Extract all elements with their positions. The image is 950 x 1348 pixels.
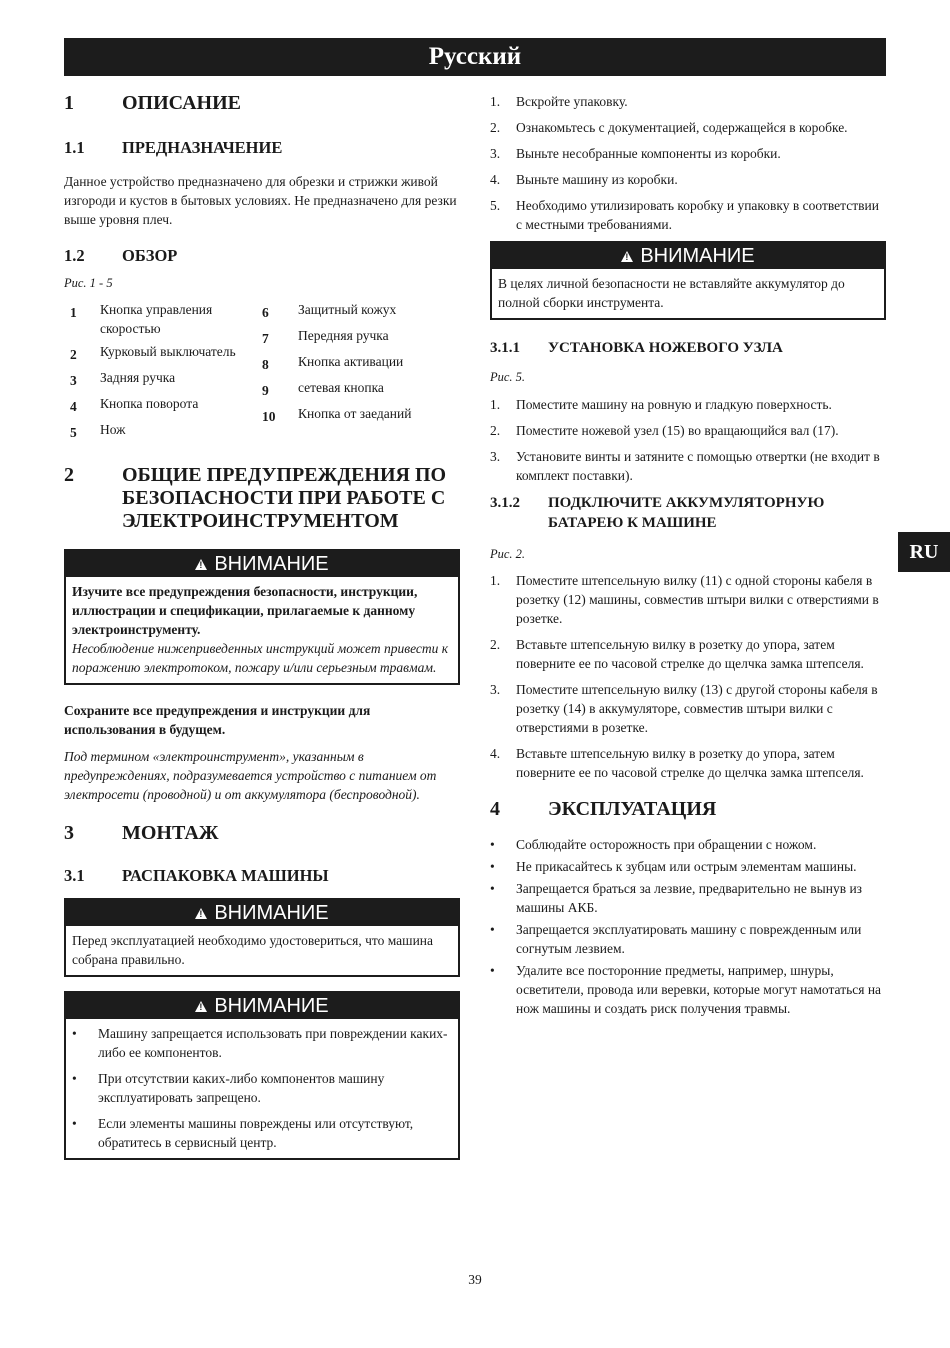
overview-column-right: [262, 300, 460, 446]
overview-list: [64, 300, 460, 446]
warning-icon: [195, 559, 207, 570]
warning-box: [490, 241, 886, 320]
warning-header: [66, 551, 458, 577]
overview-item: 2 Курковый выключатель: [70, 344, 236, 362]
right-column: [490, 92, 886, 1021]
warning-box: [64, 991, 460, 1160]
save-instructions-text: Сохраните все предупреждения и инструкции для использования в будущем.: [64, 703, 371, 737]
overview-item: 8 Кнопка активации: [262, 354, 404, 372]
section-3-1-2-heading: [490, 493, 886, 533]
purpose-text: Данное устройство предназначено для обрезки и стрижки живой изгороди и кустов в бытовых условиях. Не предназначено для резки выше уровня плеч.: [64, 174, 457, 227]
figure-reference: Рис. 5.: [490, 370, 526, 384]
operation-bullet-list: [490, 835, 886, 1018]
list-item: 4. Выньте машину из коробки.: [490, 172, 678, 187]
overview-item: 5 Нож: [70, 422, 126, 440]
warning-bullet-list: [72, 1024, 452, 1152]
list-item: 1. Вскройте упаковку.: [490, 94, 628, 109]
warning-title: ВНИМАНИЕ: [214, 902, 329, 924]
list-item: • Если элементы машины повреждены или отсутствуют, обратитесь в сервисный центр.: [72, 1116, 414, 1150]
overview-item: 3 Задняя ручка: [70, 370, 176, 388]
language-side-tab: RU: [898, 532, 950, 572]
warning-title: ВНИМАНИЕ: [214, 995, 329, 1017]
list-item: 3. Установите винты и затяните с помощью отвертки (не входит в комплект поставки).: [490, 449, 880, 483]
section-number: 2: [64, 464, 74, 486]
section-title: ОПИСАНИЕ: [122, 92, 242, 114]
overview-item: 1 Кнопка управления скоростью: [70, 302, 213, 336]
warning-italic-text: Несоблюдение нижеприведенных инструкций может привести к поражению электротоком, пожару и/или серьезным травмам.: [72, 641, 449, 675]
unpack-steps-list: [490, 92, 886, 234]
section-2-heading: [64, 464, 460, 533]
section-3-1-1-heading: [490, 338, 886, 358]
warning-icon: [195, 908, 207, 919]
section-title: ПРЕДНАЗНАЧЕНИЕ: [122, 138, 283, 157]
section-1-heading: [64, 92, 460, 115]
section-number: 3.1.1: [490, 340, 520, 356]
list-item: • Запрещается браться за лезвие, предварительно не вынув из машины АКБ.: [490, 881, 862, 915]
section-number: 3.1.2: [490, 495, 520, 511]
overview-item: 10 Кнопка от заеданий: [262, 406, 412, 424]
figure-reference: Рис. 2.: [490, 547, 526, 561]
left-column: [64, 92, 460, 1160]
warning-bold-text: Изучите все предупреждения безопасности, инструкции, иллюстрации и спецификации, прилагаемые к данному электроинструменту.: [72, 584, 418, 637]
section-1-2-heading: [64, 245, 460, 266]
blade-install-steps: [490, 395, 886, 485]
warning-title: ВНИМАНИЕ: [640, 245, 755, 267]
list-item: 2. Вставьте штепсельную вилку в розетку до упора, затем поверните ее по часовой стрелке до щелчка замка штепселя.: [490, 637, 864, 671]
section-title: МОНТАЖ: [122, 822, 219, 844]
overview-column-left: [64, 300, 262, 446]
warning-icon: [195, 1001, 207, 1012]
section-3-heading: [64, 822, 460, 845]
section-number: 1.1: [64, 138, 85, 157]
list-item: • Запрещается эксплуатировать машину с поврежденным или согнутым лезвием.: [490, 922, 862, 956]
list-item: 3. Выньте несобранные компоненты из коробки.: [490, 146, 781, 161]
list-item: 3. Поместите штепсельную вилку (13) с другой стороны кабеля в розетку (14) в аккумуляторе, совместив штыри вилки с отверстиями в розетке.: [490, 682, 878, 735]
section-title: РАСПАКОВКА МАШИНЫ: [122, 866, 329, 885]
warning-body: В целях личной безопасности не вставляйте аккумулятор до полной сборки инструмента.: [498, 276, 845, 310]
term-definition-text: Под термином «электроинструмент», указанным в предупреждениях, подразумевается устройство с питанием от электросети (проводной) и от аккумулятора (беспроводной).: [64, 749, 437, 802]
list-item: • Машину запрещается использовать при повреждении каких-либо ее компонентов.: [72, 1026, 448, 1060]
overview-item: 7 Передняя ручка: [262, 328, 389, 346]
warning-header: [66, 993, 458, 1019]
section-number: 3.1: [64, 866, 85, 885]
warning-header: [66, 900, 458, 926]
overview-item: 6 Защитный кожух: [262, 302, 397, 320]
list-item: 5. Необходимо утилизировать коробку и упаковку в соответствии с местными требованиями.: [490, 198, 879, 232]
section-title: ПОДКЛЮЧИТЕ АККУМУЛЯТОРНУЮ БАТАРЕЮ К МАШИНЕ: [548, 495, 825, 531]
warning-body: [66, 577, 458, 683]
section-title: ОБЩИЕ ПРЕДУПРЕЖДЕНИЯ ПО БЕЗОПАСНОСТИ ПРИ РАБОТЕ С ЭЛЕКТРОИНСТРУМЕНТОМ: [122, 464, 447, 532]
warning-box: [64, 898, 460, 977]
section-number: 4: [490, 798, 500, 820]
battery-connect-steps: [490, 571, 886, 782]
warning-body: Перед эксплуатацией необходимо удостовериться, что машина собрана правильно.: [72, 933, 434, 967]
list-item: • Не прикасайтесь к зубцам или острым элементам машины.: [490, 859, 857, 874]
section-1-1-heading: [64, 137, 460, 158]
overview-item: 4 Кнопка поворота: [70, 396, 199, 414]
section-4-heading: [490, 798, 886, 821]
list-item: 2. Поместите ножевой узел (15) во вращающийся вал (17).: [490, 423, 839, 438]
figure-reference: Рис. 1 - 5: [64, 276, 113, 290]
section-number: 1: [64, 92, 74, 114]
list-item: • Удалите все посторонние предметы, например, шнуры, осветители, провода или веревки, которые могут намотаться на нож машины и создать риск получения травмы.: [490, 963, 882, 1016]
warning-header: [492, 243, 884, 269]
list-item: 1. Поместите машину на ровную и гладкую поверхность.: [490, 397, 832, 412]
section-title: УСТАНОВКА НОЖЕВОГО УЗЛА: [548, 340, 783, 356]
section-number: 3: [64, 822, 74, 844]
list-item: • Соблюдайте осторожность при обращении с ножом.: [490, 837, 817, 852]
section-title: ОБЗОР: [122, 246, 178, 265]
warning-box: [64, 549, 460, 685]
list-item: 1. Поместите штепсельную вилку (11) с одной стороны кабеля в розетку (12) машины, совместив штыри вилки с отверстиями в розетке.: [490, 573, 879, 626]
list-item: 2. Ознакомьтесь с документацией, содержащейся в коробке.: [490, 120, 848, 135]
language-banner: Русский: [64, 38, 886, 76]
section-3-1-heading: [64, 865, 460, 886]
section-title: ЭКСПЛУАТАЦИЯ: [548, 798, 717, 820]
overview-item: 9 сетевая кнопка: [262, 380, 384, 398]
list-item: 4. Вставьте штепсельную вилку в розетку до упора, затем поверните ее по часовой стрелке до щелчка замка штепселя.: [490, 746, 864, 780]
warning-title: ВНИМАНИЕ: [214, 553, 329, 575]
list-item: • При отсутствии каких-либо компонентов машину эксплуатировать запрещено.: [72, 1071, 385, 1105]
warning-icon: [621, 251, 633, 262]
section-number: 1.2: [64, 246, 85, 265]
page-number: 39: [468, 1272, 482, 1287]
warning-body: [66, 1019, 458, 1158]
